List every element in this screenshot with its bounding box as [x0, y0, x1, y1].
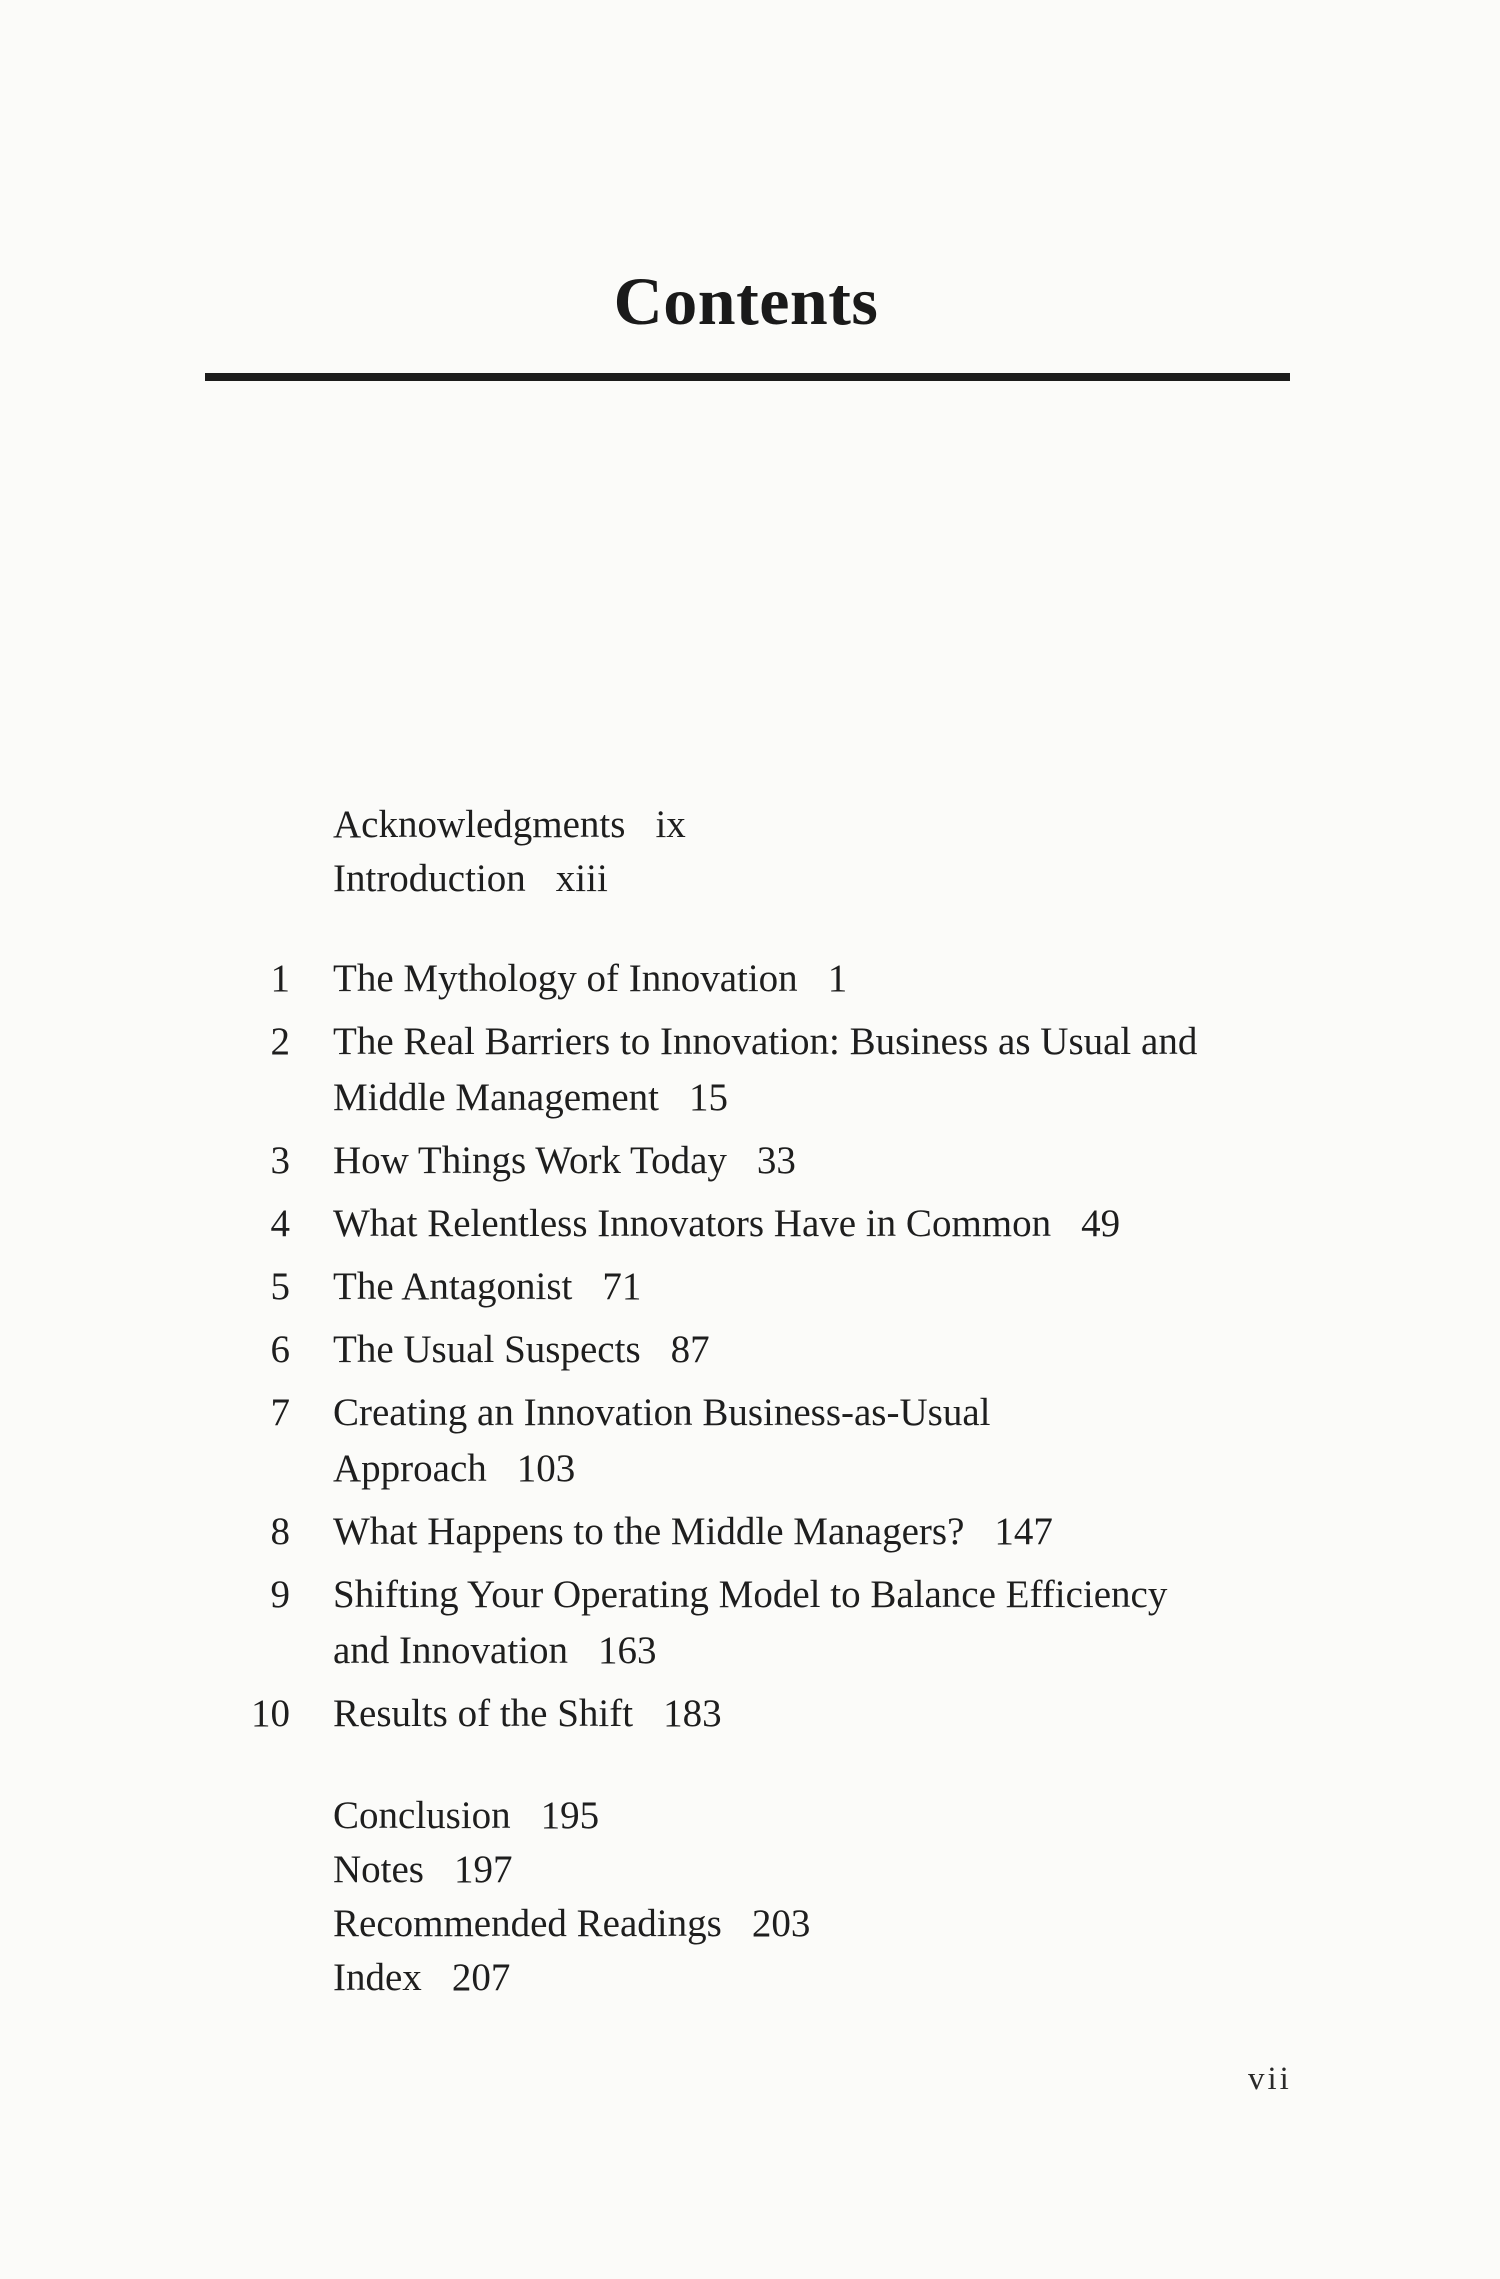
- chapter-title-line: Creating an Innovation Business-as-Usual: [333, 1391, 991, 1434]
- chapter-number: 1: [270, 957, 290, 1000]
- chapter-title-line: What Happens to the Middle Managers? 147: [333, 1510, 1053, 1553]
- toc-entry-text: [333, 797, 686, 853]
- toc-page-number: 207: [451, 1956, 511, 1999]
- toc-entry-text: [333, 1896, 810, 1952]
- chapter-number: 8: [270, 1510, 290, 1553]
- chapter-title-line: What Relentless Innovators Have in Common 49: [333, 1202, 1121, 1245]
- toc-entry-label: Acknowledgments: [333, 803, 626, 846]
- chapter-number: 10: [251, 1692, 290, 1735]
- page-folio: vii: [1248, 2061, 1292, 2097]
- chapter-number: 7: [270, 1391, 290, 1434]
- chapter-title-line: The Usual Suspects 87: [333, 1328, 710, 1371]
- chapter-number: 5: [270, 1265, 290, 1308]
- toc-page-number: 1: [827, 957, 848, 1000]
- toc-page-number: 163: [598, 1629, 657, 1672]
- toc-page-number: ix: [655, 803, 686, 846]
- title-rule: [205, 373, 1290, 381]
- toc-entry-text: [333, 1842, 513, 1898]
- toc-page-number: 87: [670, 1328, 710, 1371]
- page-title: Contents: [613, 263, 879, 339]
- toc-page-number: xiii: [555, 857, 608, 900]
- toc-page-number: 197: [454, 1848, 513, 1891]
- toc-page-number: 203: [751, 1902, 811, 1945]
- toc-page-number: 195: [540, 1794, 600, 1837]
- toc-entry-text: [333, 851, 608, 907]
- chapter-title-line: Approach 103: [333, 1447, 576, 1490]
- toc-page-number: 103: [516, 1447, 576, 1490]
- chapter-title-line: The Real Barriers to Innovation: Business as Usual and: [333, 1020, 1198, 1063]
- toc-page-number: 183: [663, 1692, 722, 1735]
- toc-entry-text: [333, 1950, 510, 2006]
- chapter-number: 9: [270, 1573, 290, 1616]
- toc-entry-label: Notes: [333, 1848, 424, 1891]
- chapter-title-line: How Things Work Today 33: [333, 1139, 796, 1182]
- toc-entry-label: Introduction: [333, 857, 526, 900]
- chapter-number: 6: [270, 1328, 290, 1371]
- chapter-title-line: and Innovation 163: [333, 1629, 657, 1672]
- toc-page-number: 71: [602, 1265, 642, 1308]
- chapter-title-line: The Antagonist 71: [333, 1265, 642, 1308]
- toc-entry-label: Conclusion: [333, 1794, 511, 1837]
- chapter-title-line: Shifting Your Operating Model to Balance Efficiency: [333, 1573, 1168, 1616]
- chapter-number: 2: [270, 1020, 290, 1063]
- toc-page-number: 15: [689, 1076, 728, 1119]
- chapter-title-line: Results of the Shift 183: [333, 1692, 722, 1735]
- toc-page-number: 49: [1081, 1202, 1121, 1245]
- toc-entry-text: [333, 1788, 599, 1844]
- toc-page-number: 147: [994, 1510, 1053, 1553]
- toc-entry-label: Index: [333, 1956, 422, 1999]
- toc-entry-label: Recommended Readings: [333, 1902, 722, 1945]
- chapter-number: 4: [270, 1202, 290, 1245]
- chapter-number: 3: [270, 1139, 290, 1182]
- chapter-title-line: Middle Management 15: [333, 1076, 728, 1119]
- toc-page-number: 33: [756, 1139, 796, 1182]
- chapter-title-line: The Mythology of Innovation 1: [333, 957, 848, 1000]
